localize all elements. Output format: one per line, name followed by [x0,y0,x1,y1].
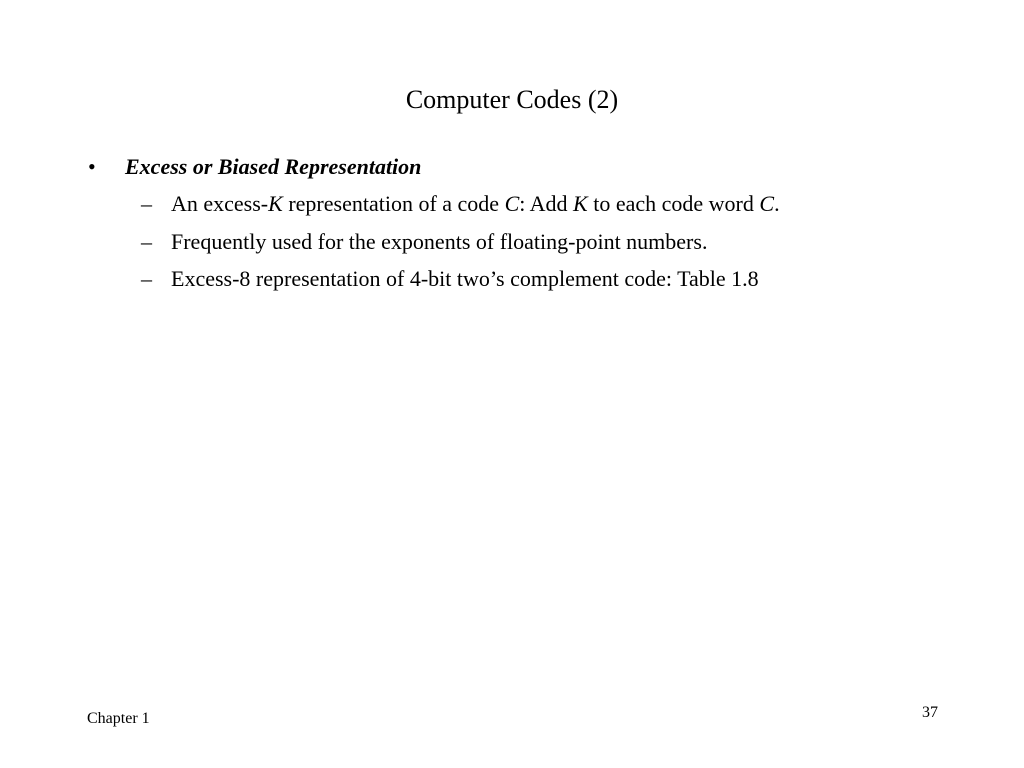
dash-marker: – [141,191,152,216]
italic-k: K [573,191,588,216]
italic-k: K [268,191,283,216]
dash-marker: – [141,266,152,291]
page-number: 37 [922,704,938,721]
dash-marker: – [141,229,152,254]
sub-bullet-text: Frequently used for the exponents of floating-point numbers. [171,229,708,254]
text-segment: representation of a code [282,191,505,216]
text-segment: to each code word [587,191,760,216]
text-segment: : Add [519,191,574,216]
bullet-marker: • [88,154,96,179]
italic-c: C [504,191,520,216]
sub-bullet-text: Excess-8 representation of 4-bit two’s complement code: Table 1.8 [171,266,759,291]
slide-title: Computer Codes (2) [405,85,619,114]
bullet-heading: Excess or Biased Representation [125,154,422,179]
text-segment: . [774,191,780,216]
italic-c: C [759,191,775,216]
sub-bullet-text [171,190,780,218]
text-segment: An excess- [171,191,269,216]
footer-chapter: Chapter 1 [87,710,150,727]
